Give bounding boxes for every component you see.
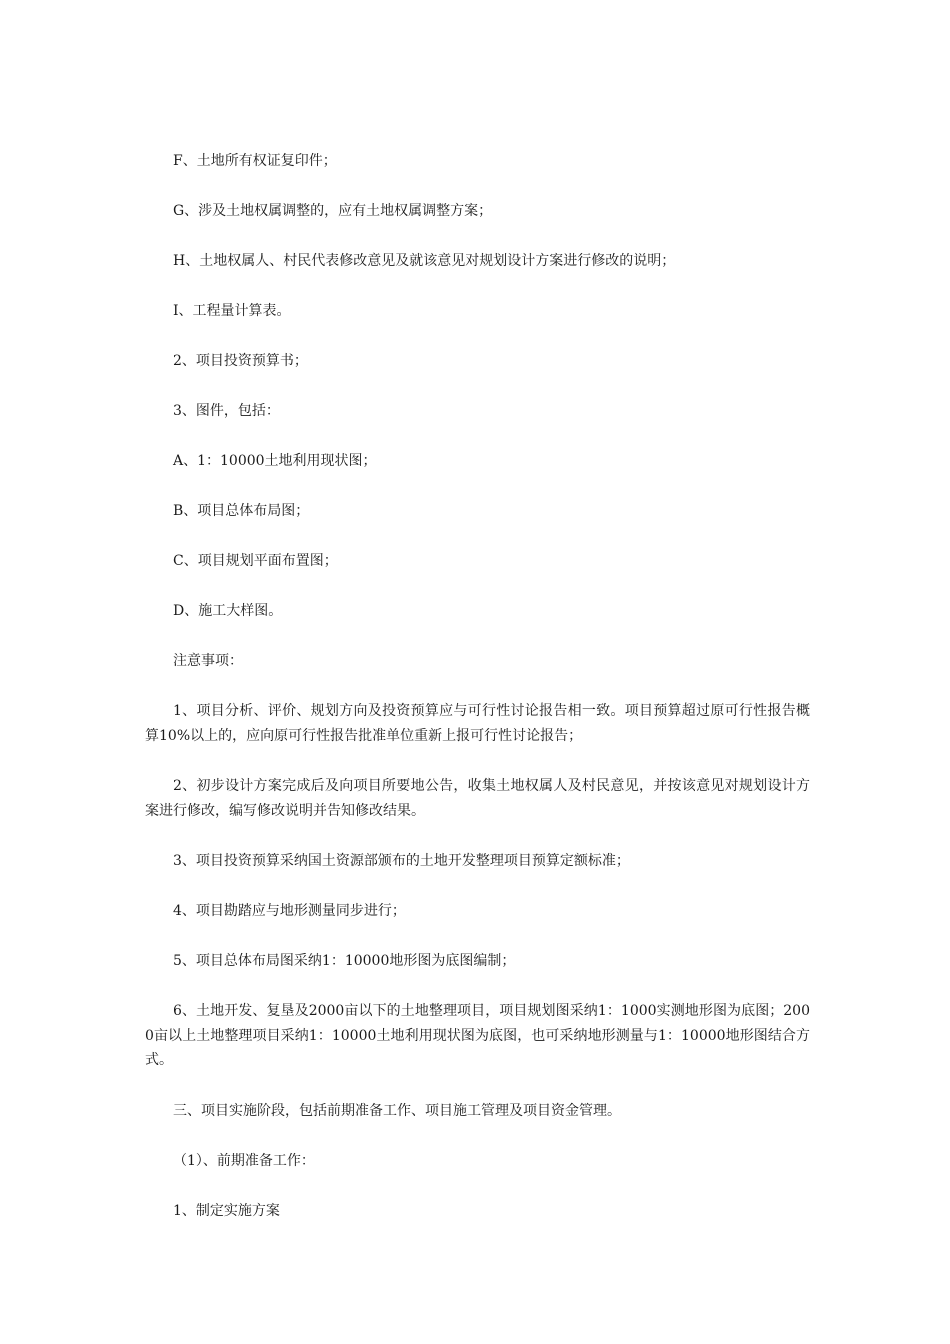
paragraph: F、土地所有权证复印件；: [173, 153, 337, 169]
paragraph: 4、项目勘踏应与地形测量同步进行；: [173, 903, 406, 919]
paragraph: 2、初步设计方案完成后及向项目所要地公告，收集土地权属人及村民意见，并按该意见对规划设计方案进行修改，编写修改说明并告知修改结果。: [145, 778, 810, 819]
paragraph: 3、图件，包括：: [173, 403, 280, 419]
paragraph: I、工程量计算表。: [173, 303, 291, 319]
paragraph: 三、项目实施阶段，包括前期准备工作、项目施工管理及项目资金管理。: [173, 1102, 621, 1119]
paragraph: H、土地权属人、村民代表修改意见及就该意见对规划设计方案进行修改的说明；: [173, 253, 676, 269]
paragraph: G、涉及土地权属调整的，应有土地权属调整方案；: [173, 203, 493, 219]
document-page: [145, 149, 810, 1249]
paragraph: 3、项目投资预算采纳国土资源部颁布的土地开发整理项目预算定额标准；: [173, 853, 630, 869]
paragraph: A、1：10000土地利用现状图；: [173, 453, 377, 469]
paragraph: B、项目总体布局图；: [173, 503, 310, 519]
paragraph: C、项目规划平面布置图；: [173, 553, 338, 569]
paragraph: 6、土地开发、复垦及2000亩以下的土地整理项目，项目规划图采纳1：1000实测地形图为底图；2000亩以上土地整理项目采纳1：10000土地利用现状图为底图，也可采纳地形测量与1：10000地形图结合方式。: [145, 1003, 810, 1068]
paragraph: （1）、前期准备工作：: [173, 1152, 315, 1169]
paragraph: 5、项目总体布局图采纳1：10000地形图为底图编制；: [173, 953, 516, 969]
paragraph: 注意事项：: [173, 653, 243, 669]
paragraph: 1、项目分析、评价、规划方向及投资预算应与可行性讨论报告相一致。项目预算超过原可行性报告概算10%以上的，应向原可行性报告批准单位重新上报可行性讨论报告；: [145, 703, 810, 744]
paragraph: 2、项目投资预算书；: [173, 353, 308, 369]
paragraph: 1、制定实施方案: [173, 1202, 280, 1219]
paragraph: D、施工大样图。: [173, 603, 283, 619]
